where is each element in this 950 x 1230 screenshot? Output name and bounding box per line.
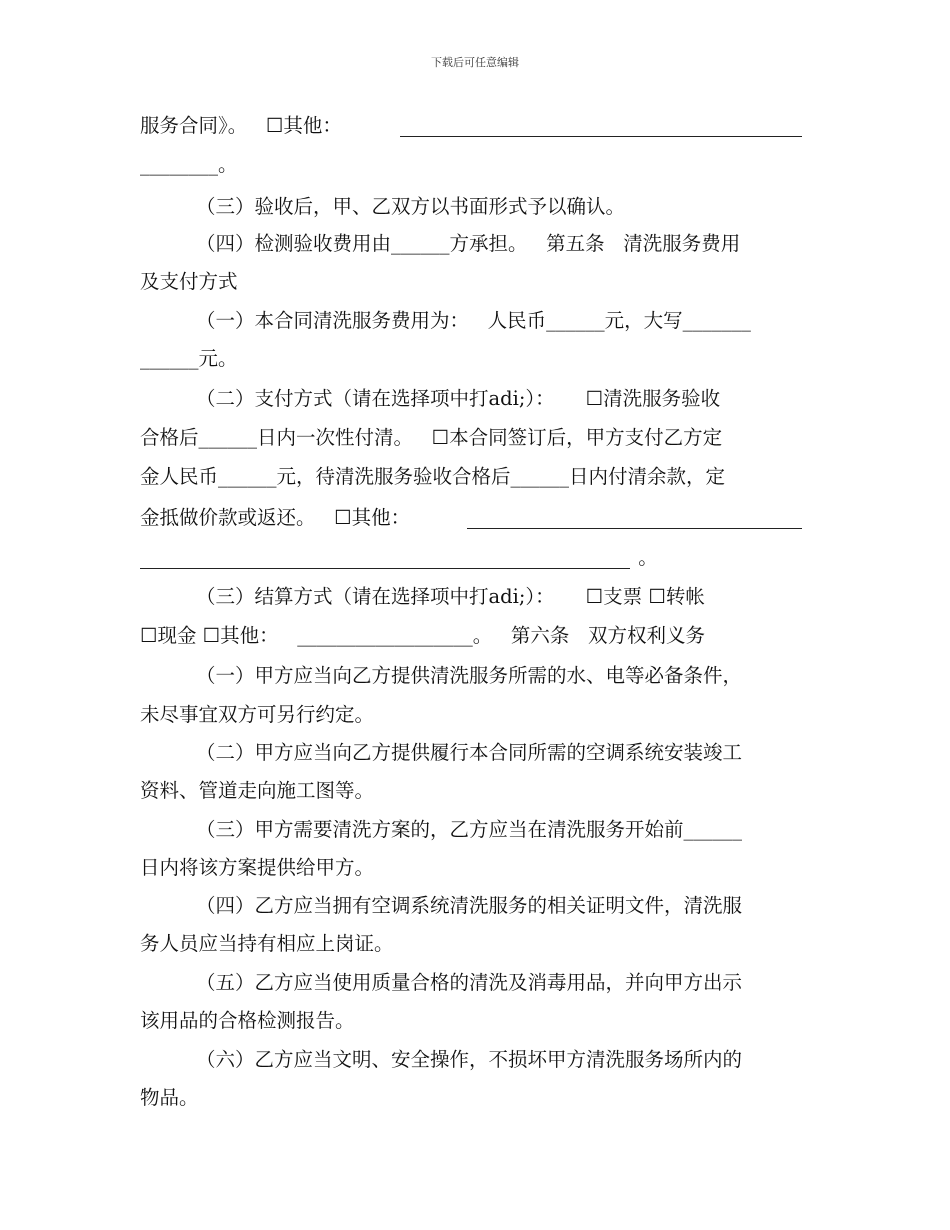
text-line xyxy=(196,973,742,993)
line-text: 金人民币______元，待清洗服务验收合格后______日内付清余款，定 xyxy=(140,465,726,488)
text-line xyxy=(196,1050,742,1070)
text-line xyxy=(140,467,725,487)
text-line xyxy=(140,1088,199,1108)
line-text: 日内将该方案提供给甲方。 xyxy=(140,856,375,879)
fill-in-blank xyxy=(467,528,802,529)
fill-in-blank xyxy=(140,568,630,569)
text-line xyxy=(140,1011,355,1031)
line-text: （三）甲方需要清洗方案的，乙方应当在清洗服务开始前______ xyxy=(196,818,743,841)
text-line xyxy=(196,666,742,686)
line-text: 服务合同》。 ☐其他： xyxy=(140,114,342,137)
text-line xyxy=(140,349,238,369)
text-line xyxy=(196,896,742,916)
page-header: 下载后可任意编辑 xyxy=(431,56,519,69)
text-line xyxy=(140,155,238,175)
text-line xyxy=(140,781,374,801)
line-text: （五）乙方应当使用质量合格的清洗及消毒用品，并向甲方出示 xyxy=(196,971,743,994)
fill-in-blank xyxy=(400,136,802,137)
line-text: （三）验收后，甲、乙双方以书面形式予以确认。 xyxy=(196,195,626,218)
text-line xyxy=(196,389,720,409)
line-suffix: 。 xyxy=(632,546,658,569)
text-line xyxy=(140,934,394,954)
line-text: 物品。 xyxy=(140,1086,199,1109)
text-line xyxy=(196,234,740,254)
text-line xyxy=(140,858,374,878)
line-text: （二）甲方应当向乙方提供履行本合同所需的空调系统安装竣工 xyxy=(196,741,743,764)
text-line xyxy=(196,311,751,331)
line-text: 务人员应当持有相应上岗证。 xyxy=(140,932,394,955)
line-text: （四）乙方应当拥有空调系统清洗服务的相关证明文件，清洗服 xyxy=(196,894,743,917)
line-text: （六）乙方应当文明、安全操作，不损坏甲方清洗服务场所内的 xyxy=(196,1048,743,1071)
line-text: （一）甲方应当向乙方提供清洗服务所需的水、电等必备条件， xyxy=(196,664,743,687)
text-line xyxy=(196,820,742,840)
line-text: 资料、管道走向施工图等。 xyxy=(140,779,375,802)
line-text: ________。 xyxy=(140,153,238,176)
text-line xyxy=(196,743,742,763)
line-text: ☐现金 ☐其他： __________________。 第六条 双方权利义务 xyxy=(140,624,705,647)
line-text: （一）本合同清洗服务费用为： 人民币______元，大写_______ xyxy=(196,309,751,332)
line-text: （二）支付方式（请在选择项中打adi;）： ☐清洗服务验收 xyxy=(196,387,721,410)
text-line xyxy=(140,272,238,292)
line-text: （四）检测验收费用由______方承担。 第五条 清洗服务费用 xyxy=(196,232,741,255)
line-text: 该用品的合格检测报告。 xyxy=(140,1009,355,1032)
text-line xyxy=(140,428,722,448)
line-text: （三）结算方式（请在选择项中打adi;）： ☐支票 ☐转帐 xyxy=(196,585,705,608)
line-text: ______元。 xyxy=(140,347,238,370)
text-line xyxy=(140,705,374,725)
text-line xyxy=(140,508,410,528)
line-text: 未尽事宜双方可另行约定。 xyxy=(140,703,375,726)
text-line xyxy=(196,197,625,217)
text-line xyxy=(140,116,342,136)
line-text: 合格后______日内一次性付清。 ☐本合同签订后，甲方支付乙方定 xyxy=(140,426,723,449)
text-line xyxy=(196,587,705,607)
line-text: 金抵做价款或返还。 ☐其他： xyxy=(140,506,411,529)
line-text: 及支付方式 xyxy=(140,270,238,293)
text-line xyxy=(140,626,705,646)
